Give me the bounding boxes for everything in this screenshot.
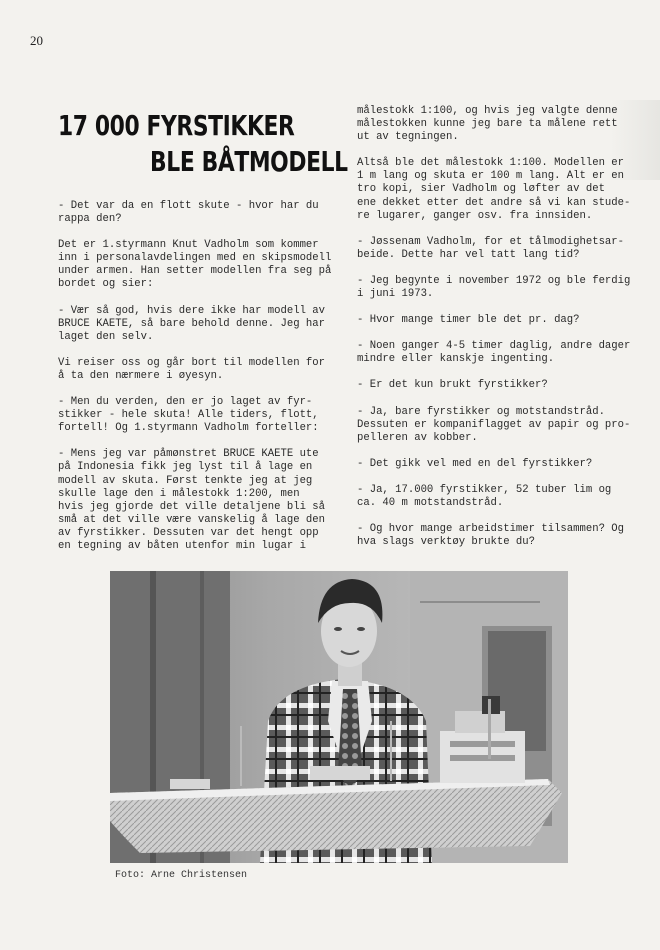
right-column	[357, 105, 639, 562]
paragraph: - Mens jeg var påmønstret BRUCE KAETE ute på Indonesia fikk jeg lyst til å lage en modell av skuta. Først tenkte jeg at jeg skulle lage den i målestokk 1:200, men hvis jeg gjorde det ville detaljene bli så små at det ville være vanskelig å lage den av fyrstikker. Dessuten var det hengt opp en tegning av båten utenfor min lugar i	[58, 448, 326, 552]
paragraph: - Jøssenam Vadholm, for et tålmodighetsar- beide. Dette har vel tatt lang tid?	[357, 235, 625, 261]
paragraph: - Det var da en flott skute - hvor har du rappa den?	[58, 200, 319, 226]
article-headline	[58, 108, 348, 180]
paragraph: - Det gikk vel med en del fyrstikker?	[357, 457, 593, 470]
headline-line-2: BLE BÅTMODELL	[150, 145, 348, 178]
paragraph: Vi reiser oss og går bort til modellen for å ta den nærmere i øyesyn.	[58, 356, 326, 382]
paragraph: Altså ble det målestokk 1:100. Modellen er 1 m lang og skuta er 100 m lang. Alt er en tro kopi, sier Vadholm og løfter av det ene dekket etter det andre så vi kan stude- re lugarer, ganger osv. fra innsiden.	[357, 157, 631, 222]
left-column	[58, 200, 340, 566]
page-number: 20	[30, 33, 43, 48]
photo-man-with-ship-model	[110, 571, 568, 863]
headline-line-1: 17 000 FYRSTIKKER	[58, 109, 295, 142]
paragraph: - Er det kun brukt fyrstikker?	[357, 379, 548, 392]
paragraph: - Ja, bare fyrstikker og motstandstråd. Dessuten er kompaniflagget av papir og pro- pelleren av kobber.	[357, 405, 631, 444]
photo-caption: Foto: Arne Christensen	[115, 870, 248, 881]
paragraph: - Jeg begynte i november 1972 og ble ferdig i juni 1973.	[357, 274, 631, 301]
paragraph: - Ja, 17.000 fyrstikker, 52 tuber lim og ca. 40 m motstandstråd.	[357, 483, 612, 509]
paragraph: - Hvor mange timer ble det pr. dag?	[357, 314, 580, 327]
paragraph: Det er 1.styrmann Knut Vadholm som kommer inn i personalavdelingen med en skipsmodell under armen. Han setter modellen fra seg på bordet og sier:	[58, 239, 332, 291]
paragraph: - Men du verden, den er jo laget av fyr- stikker - hele skuta! Alle tiders, flott, fortell! Og 1.styrmann Vadholm forteller:	[58, 396, 319, 435]
paragraph: - Og hvor mange arbeidstimer tilsammen? Og hva slags verktøy brukte du?	[357, 523, 625, 549]
paragraph: målestokk 1:100, og hvis jeg valgte denne målestokken kunne jeg bare ta målene rett ut av tegningen.	[357, 105, 618, 144]
paragraph: - Noen ganger 4-5 timer daglig, andre dager mindre eller kanskje ingenting.	[357, 340, 631, 366]
paragraph: - Vær så god, hvis dere ikke har modell av BRUCE KAETE, så bare behold denne. Jeg har laget den selv.	[58, 304, 326, 343]
